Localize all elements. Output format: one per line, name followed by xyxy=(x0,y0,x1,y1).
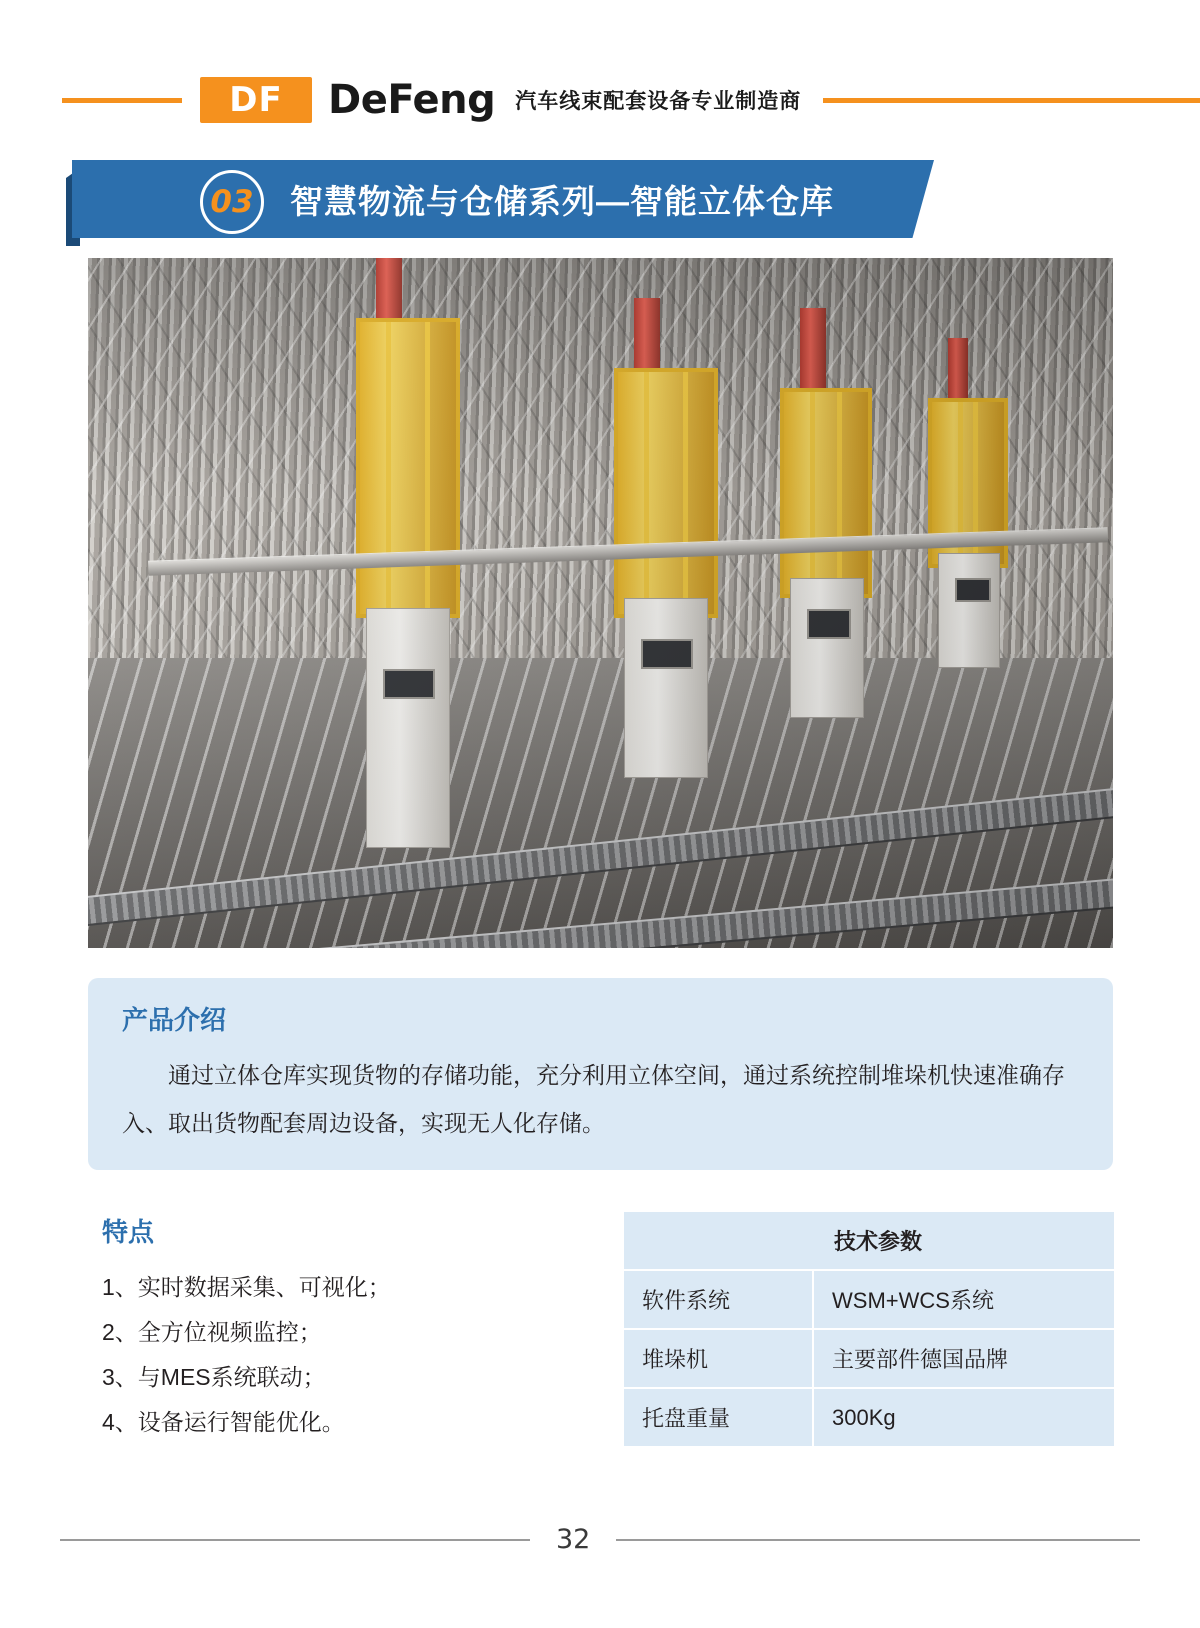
product-intro-panel xyxy=(88,978,1113,1170)
brand-name: DeFeng xyxy=(328,77,496,123)
page-number: 32 xyxy=(556,1524,591,1555)
feature-item: 3、与MES系统联动； xyxy=(102,1364,326,1390)
cabinet-panel xyxy=(641,639,693,669)
table-row xyxy=(624,1270,1114,1329)
section-banner xyxy=(72,160,934,238)
feature-item: 1、实时数据采集、可视化； xyxy=(102,1274,391,1300)
product-intro-text: 通过立体仓库实现货物的存储功能，充分利用立体空间，通过系统控制堆垛机快速准确存入、取出货物配套周边设备，实现无人化存储。 xyxy=(122,1062,1065,1136)
features-title: 特点 xyxy=(102,1217,155,1247)
logo-badge xyxy=(200,77,312,123)
page-header xyxy=(0,70,1200,130)
section-title: 智慧物流与仓储系列—智能立体仓库 xyxy=(290,183,834,220)
control-cabinet xyxy=(366,608,450,848)
control-cabinet xyxy=(624,598,708,778)
logo-text: DF xyxy=(229,80,283,120)
spec-value: 主要部件德国品牌 xyxy=(813,1329,1114,1388)
control-cabinet xyxy=(790,578,864,718)
spec-table xyxy=(624,1212,1114,1448)
header-rule-right xyxy=(823,98,1200,103)
spec-value: WSM+WCS系统 xyxy=(813,1270,1114,1329)
section-number-badge xyxy=(200,170,264,234)
footer-rule-right xyxy=(616,1539,1140,1541)
page-footer xyxy=(0,1524,1200,1555)
control-cabinet xyxy=(938,553,1000,668)
product-photo xyxy=(88,258,1113,948)
crane-safety-cage xyxy=(614,368,718,618)
features-panel xyxy=(88,1212,558,1445)
table-row xyxy=(624,1329,1114,1388)
feature-item: 2、全方位视频监控； xyxy=(102,1319,322,1345)
cabinet-panel xyxy=(955,578,991,602)
section-number: 03 xyxy=(210,184,254,220)
cabinet-panel xyxy=(383,669,435,699)
cabinet-panel xyxy=(807,609,851,639)
spec-table-header-row xyxy=(624,1212,1114,1270)
spec-table-title: 技术参数 xyxy=(624,1212,1114,1270)
footer-rule-left xyxy=(60,1539,530,1541)
photo-illustration xyxy=(88,258,1113,948)
feature-item: 4、设备运行智能优化。 xyxy=(102,1409,345,1435)
spec-key: 软件系统 xyxy=(624,1270,813,1329)
crane-safety-cage xyxy=(780,388,872,598)
spec-key: 堆垛机 xyxy=(624,1329,813,1388)
crane-safety-cage xyxy=(356,318,460,618)
table-row xyxy=(624,1388,1114,1447)
spec-value: 300Kg xyxy=(813,1388,1114,1447)
brand-tagline: 汽车线束配套设备专业制造商 xyxy=(515,90,802,113)
spec-key: 托盘重量 xyxy=(624,1388,813,1447)
product-intro-title: 产品介绍 xyxy=(122,1005,227,1035)
header-rule-left xyxy=(62,98,182,103)
